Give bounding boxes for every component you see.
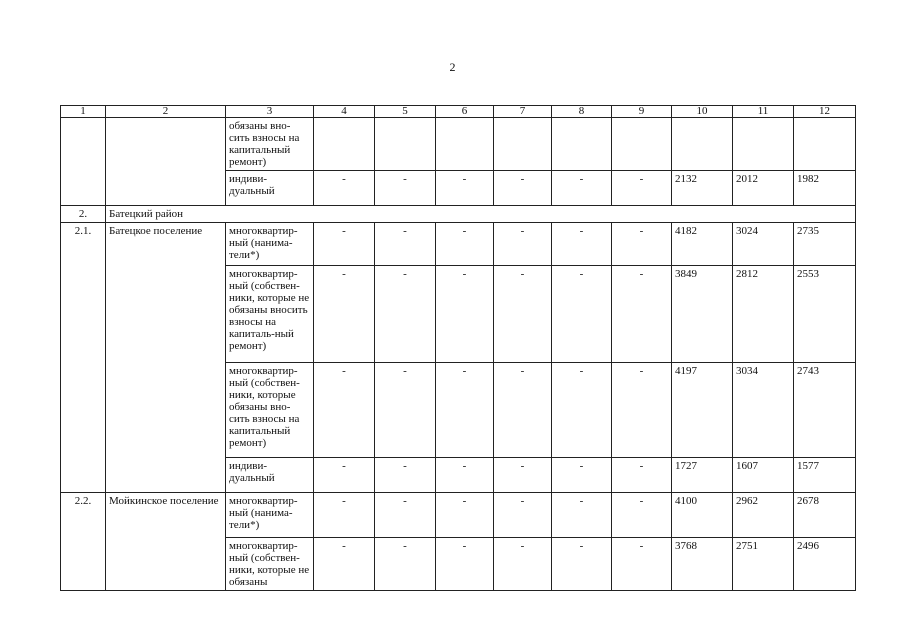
value-cell: - (612, 493, 672, 538)
header-cell: 12 (794, 106, 856, 118)
table-row (61, 118, 856, 171)
value-cell: - (494, 223, 552, 266)
housing-type: обязаны вно-сить взносы на капитальный ремонт) (226, 118, 314, 171)
value-cell: - (494, 493, 552, 538)
value-cell: - (552, 266, 612, 363)
value-cell: - (314, 458, 375, 493)
value-cell: - (375, 223, 436, 266)
value-cell: - (436, 538, 494, 591)
header-cell: 11 (733, 106, 794, 118)
value-cell: - (375, 171, 436, 206)
housing-type: многоквартир-ный (нанима-тели*) (226, 223, 314, 266)
value-cell: - (436, 223, 494, 266)
value-cell: - (552, 458, 612, 493)
value-cell: - (375, 266, 436, 363)
value-cell: 3768 (672, 538, 733, 591)
value-cell: - (494, 266, 552, 363)
value-cell: - (552, 538, 612, 591)
header-cell: 1 (61, 106, 106, 118)
value-cell: - (436, 493, 494, 538)
row-number (61, 118, 106, 206)
housing-type: индиви-дуальный (226, 171, 314, 206)
settlement-name: Батецкое поселение (106, 223, 226, 493)
header-cell: 3 (226, 106, 314, 118)
value-cell: - (375, 363, 436, 458)
value-cell: - (314, 538, 375, 591)
row-number: 2.2. (61, 493, 106, 591)
settlement-name (106, 118, 226, 206)
tariff-table (60, 105, 856, 591)
value-cell: 3849 (672, 266, 733, 363)
value-cell: 2132 (672, 171, 733, 206)
value-cell: 1577 (794, 458, 856, 493)
value-cell: - (314, 493, 375, 538)
table-row (61, 223, 856, 266)
header-cell: 2 (106, 106, 226, 118)
value-cell: - (612, 538, 672, 591)
region-name: Батецкий район (106, 206, 856, 223)
header-row (61, 106, 856, 118)
row-number: 2. (61, 206, 106, 223)
value-cell: - (314, 363, 375, 458)
value-cell: - (314, 171, 375, 206)
value-cell: - (494, 538, 552, 591)
header-cell: 9 (612, 106, 672, 118)
value-cell: 4197 (672, 363, 733, 458)
value-cell: 4182 (672, 223, 733, 266)
value-cell: - (494, 458, 552, 493)
housing-type: многоквартир-ный (нанима-тели*) (226, 493, 314, 538)
value-cell: - (436, 363, 494, 458)
housing-type: многоквартир-ный (собствен-ники, которые обязаны вно-сить взносы на капитальный ремонт) (226, 363, 314, 458)
value-cell: - (552, 363, 612, 458)
value-cell: - (375, 458, 436, 493)
value-cell: 3034 (733, 363, 794, 458)
value-cell: - (314, 266, 375, 363)
value-cell: - (612, 458, 672, 493)
value-cell: 2812 (733, 266, 794, 363)
header-cell: 4 (314, 106, 375, 118)
housing-type: многоквартир-ный (собствен-ники, которые не обязаны вносить взносы на капиталь-ный ремонт) (226, 266, 314, 363)
table-row (61, 493, 856, 538)
header-cell: 8 (552, 106, 612, 118)
header-cell: 10 (672, 106, 733, 118)
value-cell: - (612, 171, 672, 206)
housing-type: индиви-дуальный (226, 458, 314, 493)
value-cell: 1727 (672, 458, 733, 493)
value-cell: - (612, 223, 672, 266)
value-cell: 2962 (733, 493, 794, 538)
value-cell: - (552, 171, 612, 206)
region-row (61, 206, 856, 223)
value-cell: - (375, 538, 436, 591)
value-cell: - (436, 171, 494, 206)
header-cell: 5 (375, 106, 436, 118)
value-cell: - (375, 493, 436, 538)
header-cell: 7 (494, 106, 552, 118)
value-cell: 1982 (794, 171, 856, 206)
header-cell: 6 (436, 106, 494, 118)
value-cell: 2496 (794, 538, 856, 591)
value-cell: 2735 (794, 223, 856, 266)
value-cell: 2751 (733, 538, 794, 591)
housing-type: многоквартир-ный (собствен-ники, которые не обязаны (226, 538, 314, 591)
value-cell: - (436, 266, 494, 363)
value-cell: - (314, 223, 375, 266)
value-cell: - (494, 171, 552, 206)
value-cell: - (436, 458, 494, 493)
value-cell: 3024 (733, 223, 794, 266)
value-cell: - (494, 363, 552, 458)
value-cell: - (552, 493, 612, 538)
value-cell: 1607 (733, 458, 794, 493)
value-cell: 4100 (672, 493, 733, 538)
page-number: 2 (449, 60, 456, 74)
value-cell: - (552, 223, 612, 266)
value-cell: 2553 (794, 266, 856, 363)
settlement-name: Мойкинское поселение (106, 493, 226, 591)
value-cell: - (612, 363, 672, 458)
value-cell: - (612, 266, 672, 363)
value-cell: 2743 (794, 363, 856, 458)
value-cell: 2012 (733, 171, 794, 206)
value-cell: 2678 (794, 493, 856, 538)
row-number: 2.1. (61, 223, 106, 493)
